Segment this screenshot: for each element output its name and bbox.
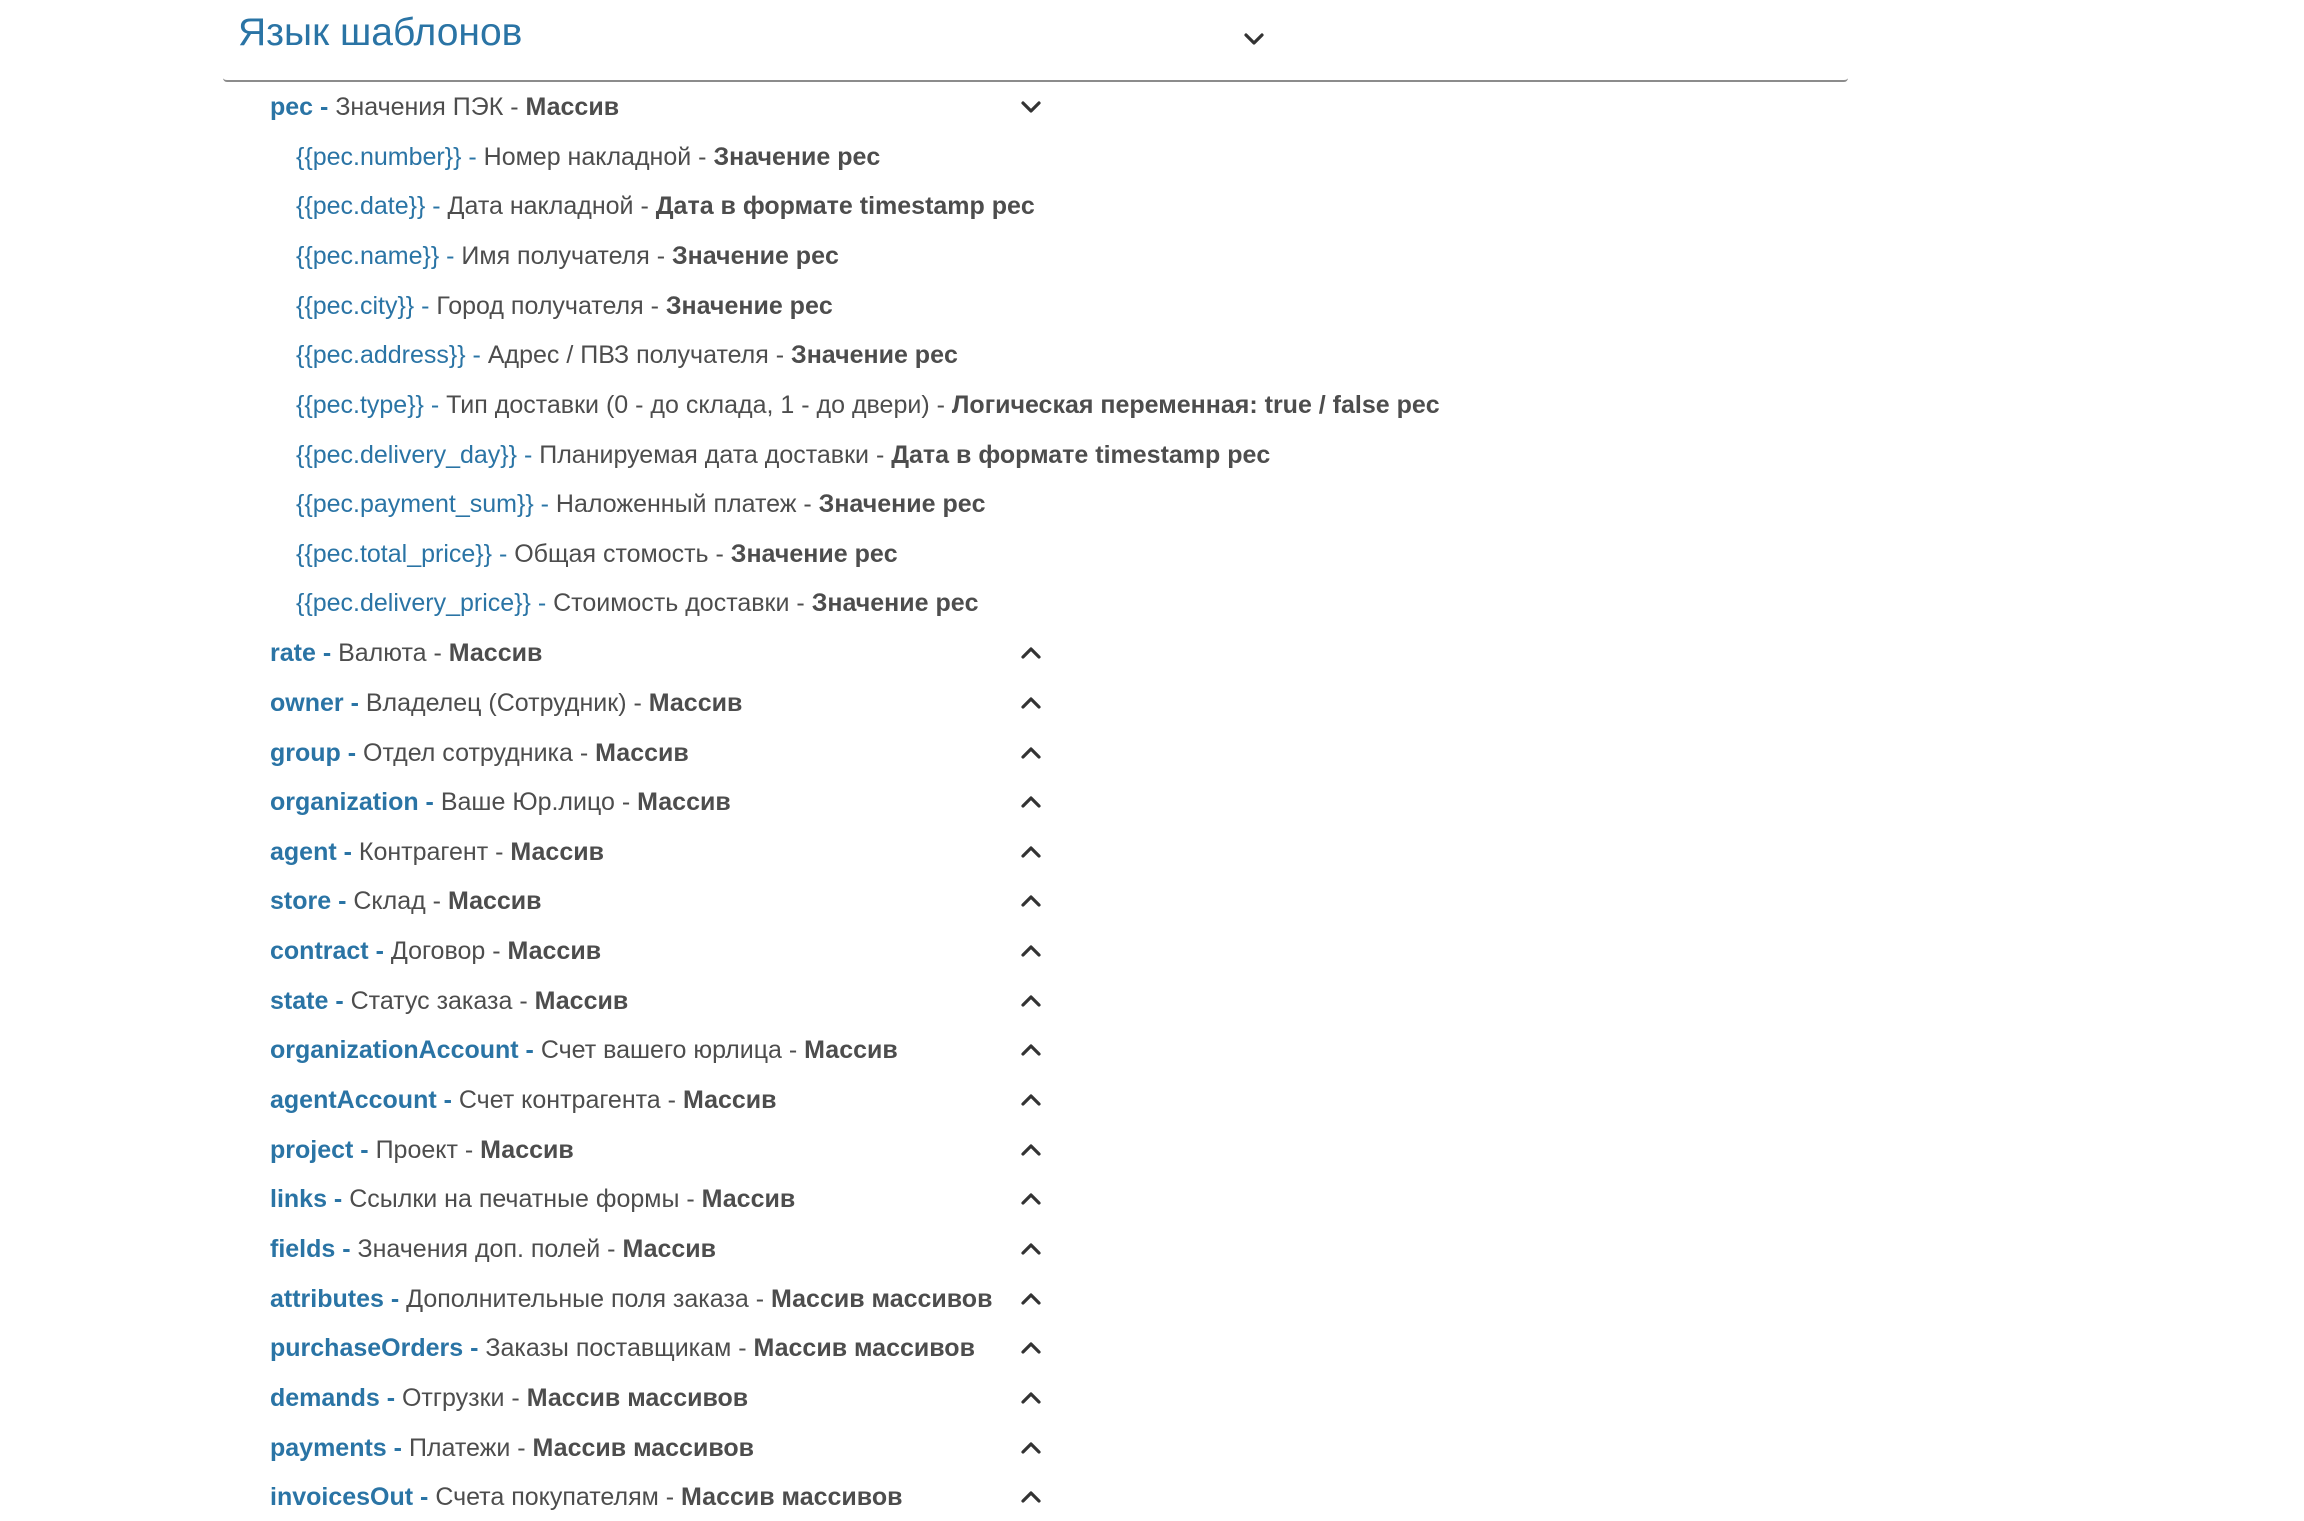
variable-type: Значение pec	[713, 143, 881, 171]
section-agentAccount[interactable]	[270, 1080, 1050, 1120]
variable-type: Значение pec	[818, 490, 986, 518]
section-sep: -	[383, 1285, 407, 1313]
template-language-header[interactable]	[223, 0, 1848, 82]
section-desc: Статус заказа -	[350, 987, 535, 1015]
section-store[interactable]	[270, 881, 1050, 921]
section-desc: Ваше Юр.лицо -	[440, 788, 638, 816]
section-desc: Значения ПЭК -	[335, 93, 526, 121]
chevron-up-icon[interactable]	[1019, 1386, 1043, 1410]
section-type: Массив	[448, 639, 543, 667]
chevron-up-icon[interactable]	[1019, 790, 1043, 814]
section-sep: -	[386, 1434, 409, 1462]
variable-type: Значение pec	[791, 341, 958, 369]
section-desc: Платежи -	[408, 1434, 533, 1462]
section-type: Массив	[701, 1185, 796, 1213]
pec-item	[296, 385, 1796, 425]
variable-desc: Адрес / ПВЗ получателя -	[487, 341, 792, 369]
variable-desc: Планируемая дата доставки -	[539, 441, 892, 469]
section-type: Массив	[595, 739, 689, 767]
pec-item	[296, 435, 1796, 475]
chevron-up-icon[interactable]	[1019, 1237, 1043, 1261]
section-sep: -	[343, 689, 366, 717]
section-type: Массив массивов	[771, 1285, 993, 1313]
chevron-up-icon[interactable]	[1019, 889, 1043, 913]
section-key: owner	[270, 689, 344, 717]
section-state[interactable]	[270, 981, 1050, 1021]
variable-type: Логическая переменная: true / false pec	[951, 391, 1440, 419]
section-type: Массив	[804, 1036, 898, 1064]
chevron-up-icon[interactable]	[1019, 1436, 1043, 1460]
variable-type: Значение pec	[672, 242, 839, 270]
section-desc: Владелец (Сотрудник) -	[365, 689, 649, 717]
section-type: Массив	[525, 93, 620, 121]
section-desc: Валюта -	[338, 639, 449, 667]
variable-sep: -	[533, 490, 556, 518]
section-links[interactable]	[270, 1179, 1050, 1219]
variable-sep: -	[465, 341, 488, 369]
section-type: Массив	[447, 887, 542, 915]
variable-key: {{pec.address}}	[296, 341, 466, 369]
section-key: attributes	[270, 1285, 384, 1313]
section-contract[interactable]	[270, 931, 1050, 971]
section-organizationAccount[interactable]	[270, 1030, 1050, 1070]
section-sep: -	[413, 1483, 436, 1511]
variable-type: Значение pec	[811, 589, 979, 617]
section-key: organization	[270, 788, 419, 816]
chevron-up-icon[interactable]	[1019, 1287, 1043, 1311]
pec-item	[296, 335, 1796, 375]
variable-type: Дата в формате timestamp pec	[891, 441, 1271, 469]
variable-sep: -	[530, 589, 554, 617]
section-key: state	[270, 987, 329, 1015]
section-desc: Ссылки на печатные формы -	[349, 1185, 702, 1213]
chevron-up-icon[interactable]	[1019, 1138, 1043, 1162]
section-type: Массив	[622, 1235, 717, 1263]
chevron-up-icon[interactable]	[1019, 641, 1043, 665]
variable-key: {{pec.name}}	[296, 242, 440, 270]
section-desc: Счет вашего юрлица -	[540, 1036, 805, 1064]
section-sep: -	[368, 937, 391, 965]
section-sep: -	[340, 739, 364, 767]
variable-sep: -	[517, 441, 540, 469]
section-key: demands	[270, 1384, 380, 1412]
pec-item	[296, 286, 1796, 326]
pec-item	[296, 583, 1796, 623]
section-sep: -	[331, 887, 354, 915]
chevron-up-icon[interactable]	[1019, 1088, 1043, 1112]
section-group[interactable]	[270, 733, 1050, 773]
variable-key: {{pec.number}}	[296, 143, 462, 171]
section-key: contract	[270, 937, 369, 965]
section-desc: Договор -	[390, 937, 508, 965]
section-sep: -	[315, 639, 339, 667]
section-key: rate	[270, 639, 316, 667]
section-type: Массив	[534, 987, 629, 1015]
section-sep: -	[379, 1384, 402, 1412]
variable-key: {{pec.city}}	[296, 292, 415, 320]
section-desc: Склад -	[353, 887, 448, 915]
variable-key: {{pec.type}}	[296, 391, 424, 419]
variable-key: {{pec.delivery_day}}	[296, 441, 518, 469]
section-key: agent	[270, 838, 337, 866]
section-sep: -	[328, 987, 351, 1015]
section-type: Массив массивов	[753, 1334, 975, 1362]
section-key: organizationAccount	[270, 1036, 519, 1064]
section-demands[interactable]	[270, 1378, 1050, 1418]
section-rate[interactable]	[270, 633, 1050, 673]
section-desc: Счет контрагента -	[458, 1086, 683, 1114]
section-type: Массив массивов	[532, 1434, 754, 1462]
chevron-up-icon[interactable]	[1019, 1187, 1043, 1211]
section-sep: -	[353, 1136, 376, 1164]
section-sep: -	[336, 838, 359, 866]
section-desc: Контрагент -	[358, 838, 511, 866]
section-key: purchaseOrders	[270, 1334, 464, 1362]
section-type: Массив	[682, 1086, 777, 1114]
variable-key: {{pec.payment_sum}}	[296, 490, 534, 518]
pec-item	[296, 236, 1796, 276]
section-organization[interactable]	[270, 782, 1050, 822]
section-key: agentAccount	[270, 1086, 437, 1114]
section-key: links	[270, 1185, 327, 1213]
variable-sep: -	[439, 242, 462, 270]
section-desc: Значения доп. полей -	[357, 1235, 623, 1263]
variable-desc: Стоимость доставки -	[553, 589, 812, 617]
pec-item	[296, 484, 1796, 524]
variable-desc: Имя получателя -	[461, 242, 673, 270]
section-owner[interactable]	[270, 683, 1050, 723]
variable-type: Дата в формате timestamp pec	[655, 192, 1035, 220]
variable-sep: -	[425, 192, 448, 220]
chevron-up-icon[interactable]	[1019, 939, 1043, 963]
section-project[interactable]	[270, 1130, 1050, 1170]
section-key: project	[270, 1136, 354, 1164]
section-purchaseOrders[interactable]	[270, 1328, 1050, 1368]
section-sep: -	[313, 93, 336, 121]
section-invoicesOut[interactable]	[270, 1477, 1050, 1517]
variable-key: {{pec.date}}	[296, 192, 426, 220]
variable-desc: Общая стомость -	[514, 540, 731, 568]
section-desc: Счета покупателям -	[435, 1483, 682, 1511]
section-key: fields	[270, 1235, 336, 1263]
section-key: pec	[270, 93, 314, 121]
section-type: Массив массивов	[526, 1384, 749, 1412]
section-sep: -	[518, 1036, 541, 1064]
chevron-down-icon[interactable]	[1242, 27, 1266, 51]
section-desc: Проект -	[375, 1136, 481, 1164]
variable-sep: -	[423, 391, 447, 419]
variable-desc: Наложенный платеж -	[555, 490, 819, 518]
variable-desc: Тип доставки (0 - до склада, 1 - до двери) -	[446, 391, 952, 419]
variable-type: Значение pec	[730, 540, 898, 568]
section-sep: -	[463, 1334, 486, 1362]
section-sep: -	[335, 1235, 358, 1263]
chevron-up-icon[interactable]	[1019, 1336, 1043, 1360]
section-pec[interactable]	[270, 87, 1050, 127]
variable-sep: -	[492, 540, 515, 568]
section-desc: Отгрузки -	[401, 1384, 527, 1412]
section-type: Массив	[637, 788, 731, 816]
section-type: Массив	[510, 838, 604, 866]
section-agent[interactable]	[270, 832, 1050, 872]
section-type: Массив	[507, 937, 602, 965]
section-type: Массив массивов	[681, 1483, 903, 1511]
section-key: store	[270, 887, 332, 915]
chevron-up-icon[interactable]	[1019, 840, 1043, 864]
variable-type: Значение pec	[665, 292, 833, 320]
section-type: Массив	[648, 689, 743, 717]
variable-desc: Город получателя -	[436, 292, 666, 320]
variable-key: {{pec.delivery_price}}	[296, 589, 531, 617]
chevron-up-icon[interactable]	[1019, 741, 1043, 765]
section-key: payments	[270, 1434, 387, 1462]
variable-key: {{pec.total_price}}	[296, 540, 492, 568]
section-sep: -	[326, 1185, 350, 1213]
chevron-up-icon[interactable]	[1019, 989, 1043, 1013]
page-title: Язык шаблонов	[238, 11, 523, 54]
section-key: group	[270, 739, 341, 767]
chevron-down-icon[interactable]	[1019, 95, 1043, 119]
section-fields[interactable]	[270, 1229, 1050, 1269]
section-attributes[interactable]	[270, 1279, 1050, 1319]
section-desc: Отдел сотрудника -	[363, 739, 596, 767]
variable-desc: Дата накладной -	[447, 192, 656, 220]
pec-item	[296, 137, 1796, 177]
section-desc: Заказы поставщикам -	[485, 1334, 754, 1362]
chevron-up-icon[interactable]	[1019, 1485, 1043, 1509]
section-payments[interactable]	[270, 1428, 1050, 1468]
section-key: invoicesOut	[270, 1483, 414, 1511]
variable-sep: -	[461, 143, 484, 171]
section-sep: -	[436, 1086, 459, 1114]
pec-item	[296, 186, 1796, 226]
section-desc: Дополнительные поля заказа -	[406, 1285, 771, 1313]
chevron-up-icon[interactable]	[1019, 1038, 1043, 1062]
section-type: Массив	[480, 1136, 574, 1164]
variable-sep: -	[414, 292, 437, 320]
chevron-up-icon[interactable]	[1019, 691, 1043, 715]
variable-desc: Номер накладной -	[483, 143, 714, 171]
section-sep: -	[418, 788, 441, 816]
pec-item	[296, 534, 1796, 574]
